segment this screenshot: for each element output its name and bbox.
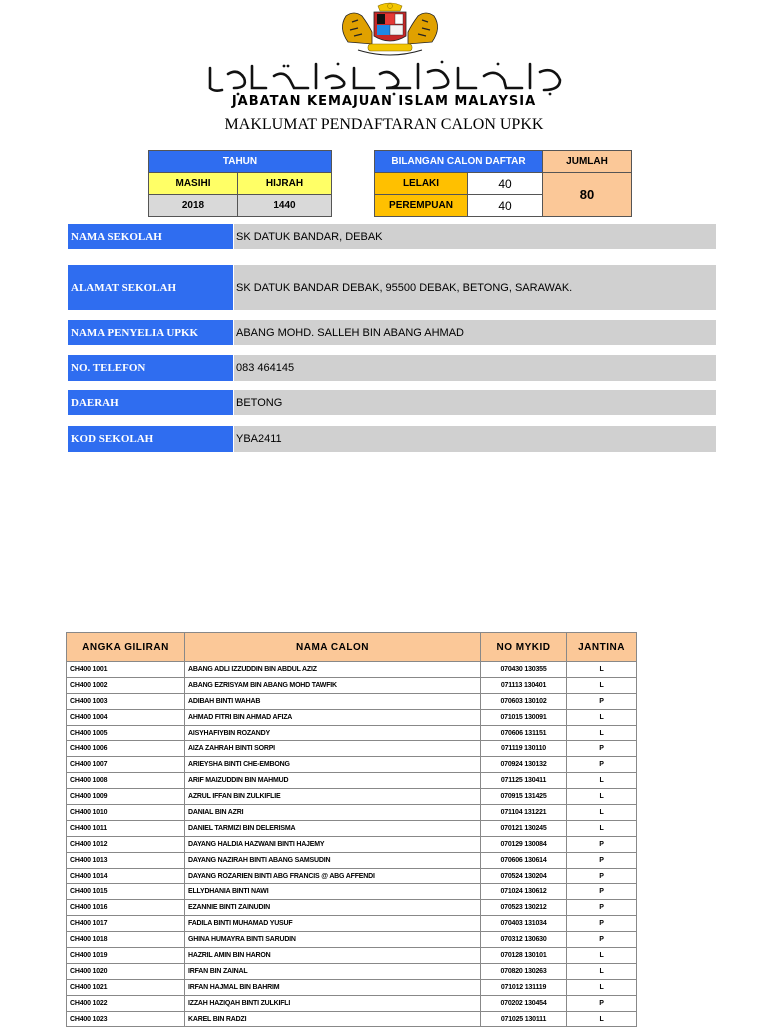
masihi-value: 2018 (149, 195, 238, 217)
jantina-cell: L (567, 677, 637, 693)
hijrah-value: 1440 (238, 195, 332, 217)
mykid-cell: 071025 130111 (481, 1011, 567, 1027)
angka-giliran-cell: CH400 1020 (67, 963, 185, 979)
candidate-table-header (67, 633, 637, 662)
jantina-cell: L (567, 805, 637, 821)
table-row (67, 868, 637, 884)
jantina-cell: L (567, 709, 637, 725)
nama-calon-cell: IRFAN HAJMAL BIN BAHRIM (185, 979, 481, 995)
jantina-cell: L (567, 773, 637, 789)
telefon-value: 083 464145 (234, 355, 716, 381)
table-row (67, 789, 637, 805)
mykid-cell: 071119 130110 (481, 741, 567, 757)
mykid-cell: 070606 131151 (481, 725, 567, 741)
angka-giliran-cell: CH400 1007 (67, 757, 185, 773)
nama-sekolah-value: SK DATUK BANDAR, DEBAK (234, 224, 716, 249)
angka-giliran-cell: CH400 1005 (67, 725, 185, 741)
daerah-row (68, 390, 716, 415)
mykid-cell: 070312 130630 (481, 932, 567, 948)
jantina-cell: L (567, 820, 637, 836)
table-row (67, 773, 637, 789)
organization-name: JABATAN KEMAJUAN ISLAM MALAYSIA (231, 94, 537, 109)
table-row (67, 932, 637, 948)
jantina-cell: P (567, 995, 637, 1011)
mykid-cell: 070430 130355 (481, 662, 567, 678)
jantina-cell: P (567, 852, 637, 868)
table-row (67, 709, 637, 725)
nama-calon-cell: EZANNIE BINTI ZAINUDIN (185, 900, 481, 916)
jantina-cell: P (567, 884, 637, 900)
angka-giliran-cell: CH400 1001 (67, 662, 185, 678)
angka-giliran-cell: CH400 1009 (67, 789, 185, 805)
angka-giliran-cell: CH400 1015 (67, 884, 185, 900)
alamat-sekolah-row (68, 265, 716, 310)
angka-giliran-cell: CH400 1016 (67, 900, 185, 916)
angka-giliran-cell: CH400 1022 (67, 995, 185, 1011)
bilangan-title: BILANGAN CALON DAFTAR (375, 151, 543, 173)
table-row (67, 884, 637, 900)
lelaki-label: LELAKI (375, 173, 468, 195)
mykid-cell: 071015 130091 (481, 709, 567, 725)
kod-sekolah-value: YBA2411 (234, 426, 716, 452)
angka-giliran-cell: CH400 1010 (67, 805, 185, 821)
angka-giliran-cell: CH400 1013 (67, 852, 185, 868)
form-title: MAKLUMAT PENDAFTARAN CALON UPKK (224, 116, 544, 133)
kod-sekolah-label: KOD SEKOLAH (68, 426, 233, 452)
table-row (67, 662, 637, 678)
perempuan-label: PEREMPUAN (375, 195, 468, 217)
nama-calon-cell: ABANG EZRISYAM BIN ABANG MOHD TAWFIK (185, 677, 481, 693)
mykid-cell: 070603 130102 (481, 693, 567, 709)
alamat-sekolah-label: ALAMAT SEKOLAH (68, 265, 233, 310)
nama-calon-cell: HAZRIL AMIN BIN HARON (185, 948, 481, 964)
mykid-cell: 070128 130101 (481, 948, 567, 964)
nama-calon-cell: ELLYDHANIA BINTI NAWI (185, 884, 481, 900)
mykid-cell: 070121 130245 (481, 820, 567, 836)
jantina-cell: L (567, 1011, 637, 1027)
jantina-cell: L (567, 662, 637, 678)
nama-calon-cell: AZRUL IFFAN BIN ZULKIFLIE (185, 789, 481, 805)
angka-giliran-cell: CH400 1021 (67, 979, 185, 995)
penyelia-value: ABANG MOHD. SALLEH BIN ABANG AHMAD (234, 320, 716, 345)
jantina-cell: L (567, 948, 637, 964)
mykid-cell: 070403 131034 (481, 916, 567, 932)
table-row (67, 963, 637, 979)
nama-calon-cell: DAYANG ROZARIEN BINTI ABG FRANCIS @ ABG AFFENDI (185, 868, 481, 884)
nama-calon-cell: DAYANG HALDIA HAZWANI BINTI HAJEMY (185, 836, 481, 852)
jantina-cell: P (567, 916, 637, 932)
jumlah-count: 80 (543, 173, 632, 217)
daerah-label: DAERAH (68, 390, 233, 415)
angka-giliran-cell: CH400 1019 (67, 948, 185, 964)
jantina-cell: L (567, 963, 637, 979)
mykid-cell: 071104 131221 (481, 805, 567, 821)
table-row (67, 852, 637, 868)
mykid-cell: 070924 130132 (481, 757, 567, 773)
nama-calon-cell: KAREL BIN RADZI (185, 1011, 481, 1027)
table-row (67, 805, 637, 821)
angka-giliran-cell: CH400 1018 (67, 932, 185, 948)
header-angka-giliran: ANGKA GILIRAN (67, 633, 185, 662)
table-row (67, 836, 637, 852)
mykid-cell: 071125 130411 (481, 773, 567, 789)
angka-giliran-cell: CH400 1017 (67, 916, 185, 932)
tahun-title: TAHUN (149, 151, 332, 173)
jantina-cell: P (567, 932, 637, 948)
jawi-calligraphy-logo (204, 60, 566, 96)
angka-giliran-cell: CH400 1006 (67, 741, 185, 757)
header-nama-calon: NAMA CALON (185, 633, 481, 662)
masihi-label: MASIHI (149, 173, 238, 195)
mykid-cell: 070524 130204 (481, 868, 567, 884)
mykid-cell: 070129 130084 (481, 836, 567, 852)
nama-calon-cell: AISYHAFIYBIN ROZANDY (185, 725, 481, 741)
mykid-cell: 070820 130263 (481, 963, 567, 979)
angka-giliran-cell: CH400 1014 (67, 868, 185, 884)
header-jantina: JANTINA (567, 633, 637, 662)
nama-calon-cell: FADILA BINTI MUHAMAD YUSUF (185, 916, 481, 932)
table-row (67, 1011, 637, 1027)
nama-calon-cell: ABANG ADLI IZZUDDIN BIN ABDUL AZIZ (185, 662, 481, 678)
angka-giliran-cell: CH400 1004 (67, 709, 185, 725)
angka-giliran-cell: CH400 1011 (67, 820, 185, 836)
angka-giliran-cell: CH400 1002 (67, 677, 185, 693)
nama-calon-cell: IRFAN BIN ZAINAL (185, 963, 481, 979)
angka-giliran-cell: CH400 1023 (67, 1011, 185, 1027)
nama-calon-cell: AIZA ZAHRAH BINTI SORPI (185, 741, 481, 757)
mykid-cell: 071024 130612 (481, 884, 567, 900)
table-row (67, 995, 637, 1011)
jantina-cell: L (567, 725, 637, 741)
table-row (67, 693, 637, 709)
hijrah-label: HIJRAH (238, 173, 332, 195)
jantina-cell: P (567, 757, 637, 773)
table-row (67, 725, 637, 741)
jantina-cell: P (567, 836, 637, 852)
kod-sekolah-row (68, 426, 716, 452)
nama-sekolah-label: NAMA SEKOLAH (68, 224, 233, 249)
mykid-cell: 070202 130454 (481, 995, 567, 1011)
jantina-cell: L (567, 979, 637, 995)
coat-of-arms-logo (328, 2, 452, 58)
table-row (67, 948, 637, 964)
angka-giliran-cell: CH400 1003 (67, 693, 185, 709)
angka-giliran-cell: CH400 1008 (67, 773, 185, 789)
jumlah-label: JUMLAH (543, 151, 632, 173)
jantina-cell: P (567, 741, 637, 757)
telefon-label: NO. TELEFON (68, 355, 233, 381)
nama-calon-cell: ADIBAH BINTI WAHAB (185, 693, 481, 709)
header-no-mykid: NO MYKID (481, 633, 567, 662)
jantina-cell: P (567, 868, 637, 884)
table-row (67, 677, 637, 693)
jantina-cell: P (567, 693, 637, 709)
nama-calon-cell: DAYANG NAZIRAH BINTI ABANG SAMSUDIN (185, 852, 481, 868)
nama-calon-cell: ARIF MAIZUDDIN BIN MAHMUD (185, 773, 481, 789)
jantina-cell: L (567, 789, 637, 805)
mykid-cell: 071012 131119 (481, 979, 567, 995)
nama-sekolah-row (68, 224, 716, 249)
mykid-cell: 070915 131425 (481, 789, 567, 805)
table-row (67, 900, 637, 916)
jantina-cell: P (567, 900, 637, 916)
tahun-table (148, 150, 332, 217)
bilangan-table (374, 150, 632, 217)
nama-calon-cell: DANIAL BIN AZRI (185, 805, 481, 821)
nama-calon-cell: ARIEYSHA BINTI CHE-EMBONG (185, 757, 481, 773)
nama-calon-cell: IZZAH HAZIQAH BINTI ZULKIFLI (185, 995, 481, 1011)
angka-giliran-cell: CH400 1012 (67, 836, 185, 852)
lelaki-count: 40 (468, 173, 543, 195)
nama-calon-cell: GHINA HUMAYRA BINTI SARUDIN (185, 932, 481, 948)
mykid-cell: 071113 130401 (481, 677, 567, 693)
table-row (67, 916, 637, 932)
table-row (67, 757, 637, 773)
table-row (67, 979, 637, 995)
telefon-row (68, 355, 716, 381)
penyelia-row (68, 320, 716, 345)
daerah-value: BETONG (234, 390, 716, 415)
candidate-table-body (67, 662, 637, 1027)
mykid-cell: 070523 130212 (481, 900, 567, 916)
nama-calon-cell: AHMAD FITRI BIN AHMAD AFIZA (185, 709, 481, 725)
perempuan-count: 40 (468, 195, 543, 217)
nama-calon-cell: DANIEL TARMIZI BIN DELERISMA (185, 820, 481, 836)
candidate-table (66, 632, 637, 1027)
table-row (67, 741, 637, 757)
penyelia-label: NAMA PENYELIA UPKK (68, 320, 233, 345)
mykid-cell: 070606 130614 (481, 852, 567, 868)
alamat-sekolah-value: SK DATUK BANDAR DEBAK, 95500 DEBAK, BETONG, SARAWAK. (234, 265, 716, 310)
table-row (67, 820, 637, 836)
